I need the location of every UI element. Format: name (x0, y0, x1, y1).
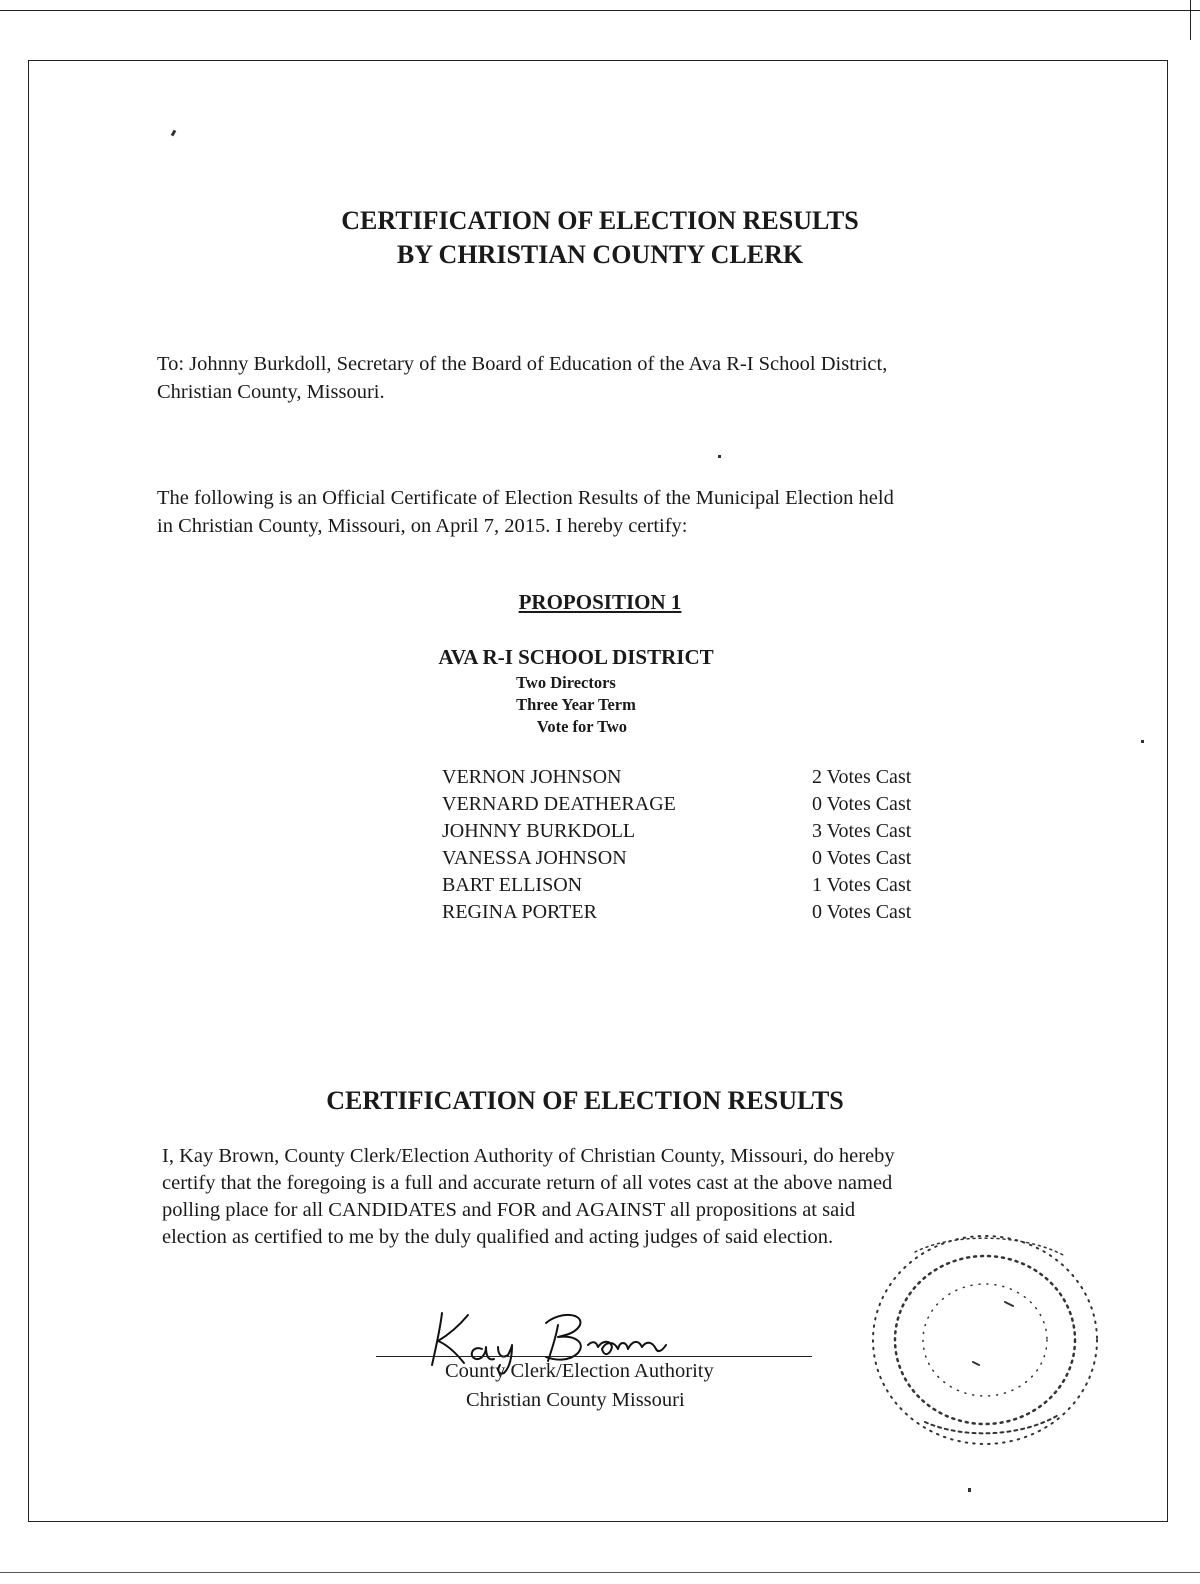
official-seal (855, 1222, 1115, 1457)
district-heading: AVA R-I SCHOOL DISTRICT (438, 645, 714, 669)
proposition-heading: PROPOSITION 1 (518, 590, 682, 614)
intro-line-1: The following is an Official Certificate of Election Results of the Municipal Election held (157, 487, 894, 509)
scan-top-edge-line (0, 10, 1200, 11)
result-row (442, 764, 942, 791)
vote-count: 2 Votes Cast (812, 766, 912, 788)
signer-title: County Clerk/Election Authority (445, 1360, 714, 1382)
vote-count: 0 Votes Cast (812, 793, 912, 815)
office-line-3: Vote for Two (536, 717, 628, 736)
result-row (442, 899, 942, 926)
candidate-name: REGINA PORTER (442, 901, 597, 923)
scan-speck (968, 1488, 971, 1492)
certification-line-3: polling place for all CANDIDATES and FOR and AGAINST all propositions at said (162, 1199, 856, 1221)
intro-paragraph (157, 484, 1057, 540)
addressee-paragraph (157, 350, 1057, 406)
scan-speck (1141, 740, 1144, 743)
certification-line-2: certify that the foregoing is a full and accurate return of all votes cast at the above named (162, 1172, 893, 1194)
vote-count: 0 Votes Cast (812, 847, 912, 869)
document-title-line-1: CERTIFICATION OF ELECTION RESULTS (341, 206, 859, 235)
result-row (442, 845, 942, 872)
scan-bottom-edge-line (0, 1572, 1200, 1573)
certification-heading: CERTIFICATION OF ELECTION RESULTS (326, 1086, 844, 1115)
office-line-2: Three Year Term (516, 695, 636, 714)
certification-line-1: I, Kay Brown, County Clerk/Election Authority of Christian County, Missouri, do hereby (162, 1145, 895, 1167)
result-row (442, 791, 942, 818)
office-line-1: Two Directors (516, 673, 616, 692)
result-row (442, 872, 942, 899)
vote-count: 3 Votes Cast (812, 820, 912, 842)
signer-organization: Christian County Missouri (466, 1389, 685, 1411)
result-row (442, 818, 942, 845)
candidate-name: JOHNNY BURKDOLL (442, 820, 636, 842)
results-list (442, 764, 942, 926)
candidate-name: BART ELLISON (442, 874, 583, 896)
scan-right-edge-line (1190, 0, 1191, 40)
signature-line (376, 1356, 812, 1357)
certification-line-4: election as certified to me by the duly qualified and acting judges of said election. (162, 1226, 834, 1248)
candidate-name: VANESSA JOHNSON (442, 847, 627, 869)
addressee-line-1: To: Johnny Burkdoll, Secretary of the Board of Education of the Ava R-I School District, (157, 353, 888, 375)
candidate-name: VERNARD DEATHERAGE (442, 793, 676, 815)
vote-count: 1 Votes Cast (812, 874, 912, 896)
scan-speck (718, 455, 721, 458)
addressee-line-2: Christian County, Missouri. (157, 381, 385, 403)
intro-line-2: in Christian County, Missouri, on April 7, 2015. I hereby certify: (157, 515, 688, 537)
candidate-name: VERNON JOHNSON (442, 766, 622, 788)
vote-count: 0 Votes Cast (812, 901, 912, 923)
document-title-line-2: BY CHRISTIAN COUNTY CLERK (396, 240, 804, 269)
